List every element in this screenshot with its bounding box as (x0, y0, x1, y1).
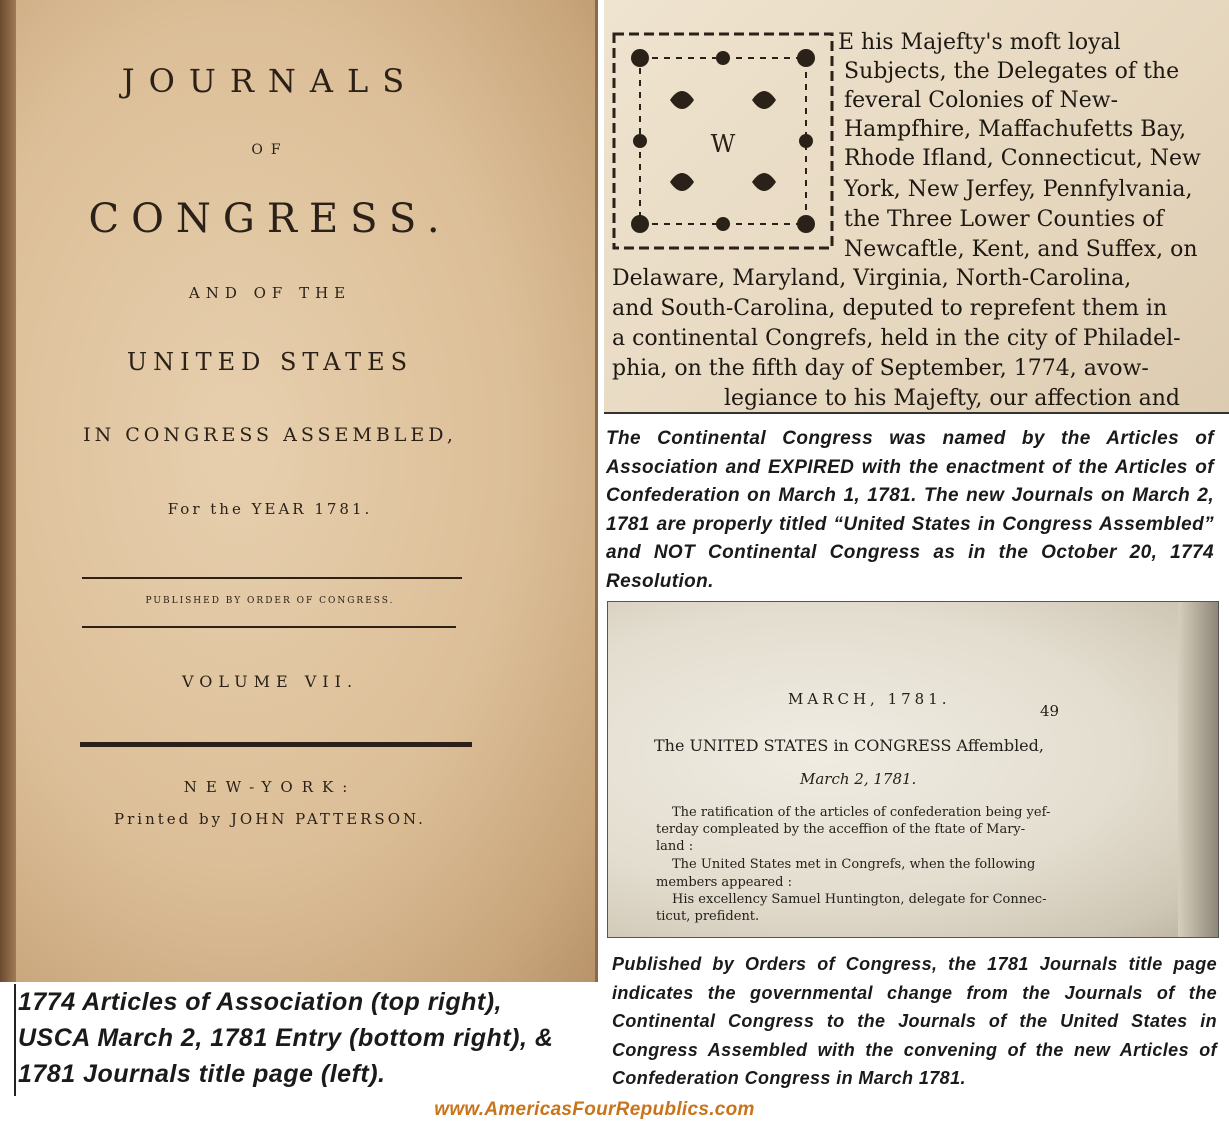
entry-date: March 2, 1781. (800, 770, 917, 788)
title-of: OF (251, 142, 289, 158)
drop-cap-initial: W (710, 130, 736, 158)
excerpt-line: Rhode Ifland, Connecticut, New (844, 146, 1201, 171)
title-rule-middle (82, 626, 456, 628)
entry-line: terday compleated by the acceffion of the ftate of Mary- (656, 822, 1026, 837)
title-united-states: UNITED STATES (126, 348, 414, 376)
book-spine (0, 0, 16, 982)
title-rule-thick (80, 742, 472, 747)
excerpt-line: E his Majefty's moft loyal (838, 30, 1121, 55)
entry-running-head: MARCH, 1781. (788, 690, 951, 708)
title-congress: CONGRESS. (88, 196, 452, 242)
caption-continental-congress-expired: The Continental Congress was named by the Articles of Association and EXPIRED with the enactment of the Articles of Confederation on March 1, 1781. The new Journals on March 2, 1781 are properly titled “United States in Congress Assembled” and NOT Continental Congress as in the October 20, 1774 Resolution. (606, 428, 1214, 592)
excerpt-line: York, New Jerfey, Pennfylvania, (844, 177, 1193, 202)
title-volume: VOLUME VII. (181, 672, 359, 691)
entry-line: members appeared : (656, 875, 792, 890)
excerpt-line: Newcaftle, Kent, and Suffex, on (844, 237, 1198, 262)
title-and-of-the: AND OF THE (188, 284, 352, 302)
excerpt-line: the Three Lower Counties of (844, 207, 1164, 232)
excerpt-line: a continental Congrefs, held in the city of Philadel- (612, 326, 1181, 351)
entry-heading: The UNITED STATES in CONGRESS Affembled, (654, 736, 1044, 755)
entry-line: The ratification of the articles of confederation being yef- (672, 805, 1051, 820)
title-in-congress-assembled: IN CONGRESS ASSEMBLED, (83, 424, 457, 446)
caption-left-rule (14, 984, 16, 1096)
excerpt-line: and South-Carolina, deputed to reprefent them in (612, 296, 1168, 321)
decorative-initial-border-icon (610, 30, 836, 252)
articles-of-association-excerpt-photo (604, 0, 1229, 414)
title-rule-top (82, 577, 462, 579)
title-published-by-order: PUBLISHED BY ORDER OF CONGRESS. (145, 596, 395, 606)
entry-line: His excellency Samuel Huntington, delegate for Connec- (672, 892, 1047, 907)
entry-line: The United States met in Congrefs, when the following (672, 857, 1036, 872)
title-printed-by: Printed by JOHN PATTERSON. (114, 810, 426, 828)
excerpt-line: feveral Colonies of New- (844, 88, 1119, 113)
title-journals: JOURNALS (121, 62, 419, 100)
website-url-link[interactable]: www.AmericasFourRepublics.com (434, 1099, 755, 1120)
entry-page-number: 49 (1040, 702, 1060, 720)
caption-image-sources: 1774 Articles of Association (top right), USCA March 2, 1781 Entry (bottom right), & 1781 Journals title page (left). (18, 988, 554, 1088)
excerpt-line: Subjects, the Delegates of the (844, 59, 1180, 84)
title-for-the-year: For the YEAR 1781. (167, 500, 373, 518)
usca-march-2-1781-entry-photo (607, 601, 1219, 938)
excerpt-line: legiance to his Majefty, our affection and (724, 386, 1180, 411)
entry-line: land : (656, 839, 694, 854)
title-new-york: NEW-YORK: (183, 778, 357, 796)
excerpt-line: Hampfhire, Maffachufetts Bay, (844, 117, 1187, 142)
excerpt-line: phia, on the fifth day of September, 1774, avow- (612, 356, 1149, 381)
excerpt-line: Delaware, Maryland, Virginia, North-Carolina, (612, 266, 1132, 291)
page-edge-shadow (1178, 602, 1218, 937)
caption-published-by-orders: Published by Orders of Congress, the 1781 Journals title page indicates the governmental change from the Journals of the Continental Congress to the Journals of the United States in Congress Assembled with the convening of the new Articles of Confederation Congress in March 1781. (612, 954, 1217, 1089)
entry-line: ticut, prefident. (656, 909, 760, 924)
journals-title-page-photo (0, 0, 598, 982)
